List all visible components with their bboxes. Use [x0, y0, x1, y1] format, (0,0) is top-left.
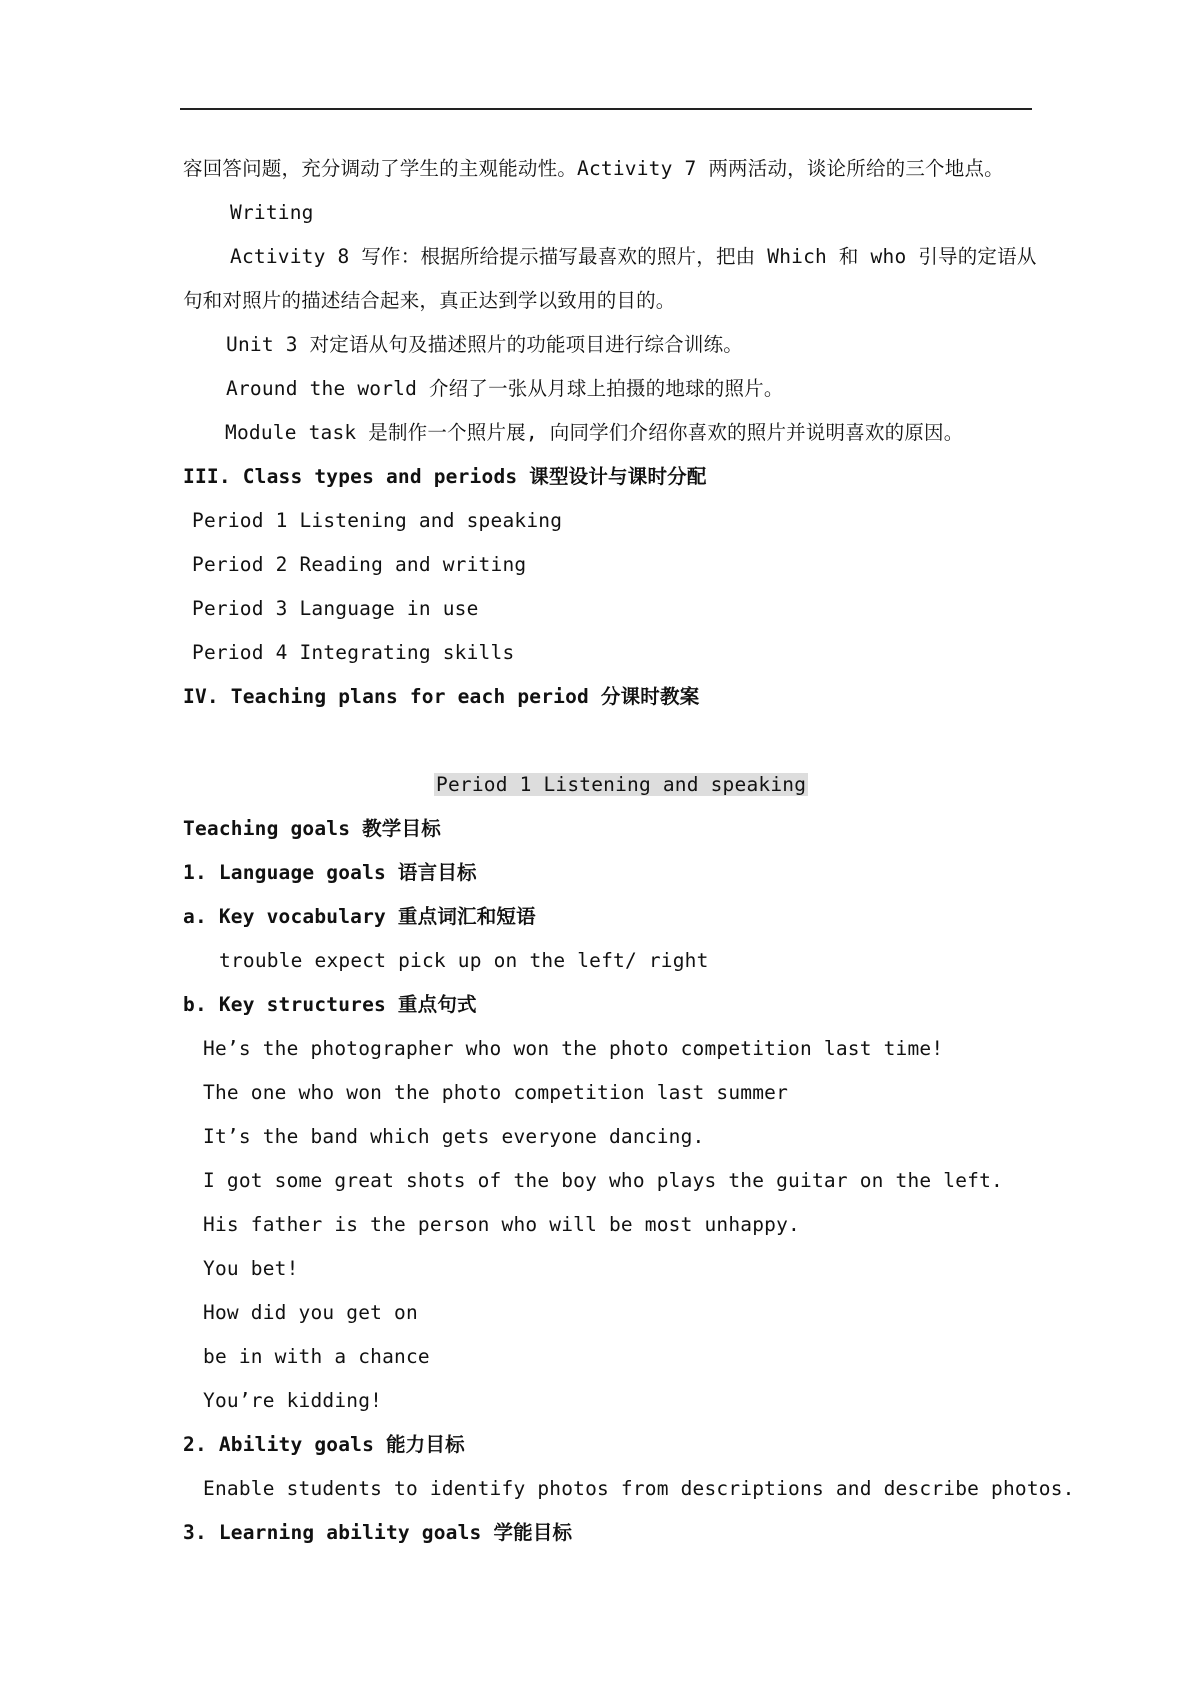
- structure-line: He’s the photographer who won the photo competition last time!: [203, 1037, 944, 1060]
- vocabulary-items: trouble expect pick up on the left/ right: [219, 949, 709, 972]
- period1-title-highlight: Period 1 Listening and speaking: [436, 773, 807, 796]
- language-goals-heading: 1. Language goals 语言目标: [183, 861, 477, 884]
- key-structures-heading: b. Key structures 重点句式: [183, 993, 477, 1016]
- section4-heading: IV. Teaching plans for each period 分课时教案: [183, 685, 700, 708]
- period-list-item: Period 1 Listening and speaking: [192, 509, 563, 532]
- structure-line: You’re kidding!: [203, 1389, 383, 1412]
- text-line-unit3: Unit 3 对定语从句及描述照片的功能项目进行综合训练。: [226, 333, 743, 356]
- text-line-activity8: Activity 8 写作：根据所给提示描写最喜欢的照片，把由 Which 和 who 引导的定语从: [230, 245, 1037, 268]
- teaching-goals-heading: Teaching goals 教学目标: [183, 817, 441, 840]
- structure-line: be in with a chance: [203, 1345, 430, 1368]
- text-line-activity8-cont: 句和对照片的描述结合起来，真正达到学以致用的目的。: [183, 289, 676, 312]
- text-line-activity7: 容回答问题，充分调动了学生的主观能动性。Activity 7 两两活动，谈论所给的三个地点。: [183, 157, 1004, 180]
- period-list-item: Period 3 Language in use: [192, 597, 479, 620]
- structure-line: I got some great shots of the boy who plays the guitar on the left.: [203, 1169, 1003, 1192]
- structure-line: The one who won the photo competition last summer: [203, 1081, 789, 1104]
- structure-line: His father is the person who will be most unhappy.: [203, 1213, 800, 1236]
- text-line-module-task: Module task 是制作一个照片展, 向同学们介绍你喜欢的照片并说明喜欢的原因。: [225, 421, 964, 444]
- section3-heading: III. Class types and periods 课型设计与课时分配: [183, 465, 707, 488]
- key-vocabulary-heading: a. Key vocabulary 重点词汇和短语: [183, 905, 536, 928]
- period-list-item: Period 2 Reading and writing: [192, 553, 527, 576]
- structure-line: It’s the band which gets everyone dancing.: [203, 1125, 705, 1148]
- text-line-around-world: Around the world 介绍了一张从月球上拍摄的地球的照片。: [226, 377, 784, 400]
- structure-line: You bet!: [203, 1257, 299, 1280]
- ability-goals-text: Enable students to identify photos from descriptions and describe photos.: [203, 1477, 1075, 1500]
- ability-goals-heading: 2. Ability goals 能力目标: [183, 1433, 465, 1456]
- structure-line: How did you get on: [203, 1301, 418, 1324]
- learning-ability-goals-heading: 3. Learning ability goals 学能目标: [183, 1521, 573, 1544]
- header-rule: [180, 108, 1032, 110]
- period-list-item: Period 4 Integrating skills: [192, 641, 515, 664]
- writing-label: Writing: [230, 201, 314, 224]
- period1-title: [434, 772, 808, 798]
